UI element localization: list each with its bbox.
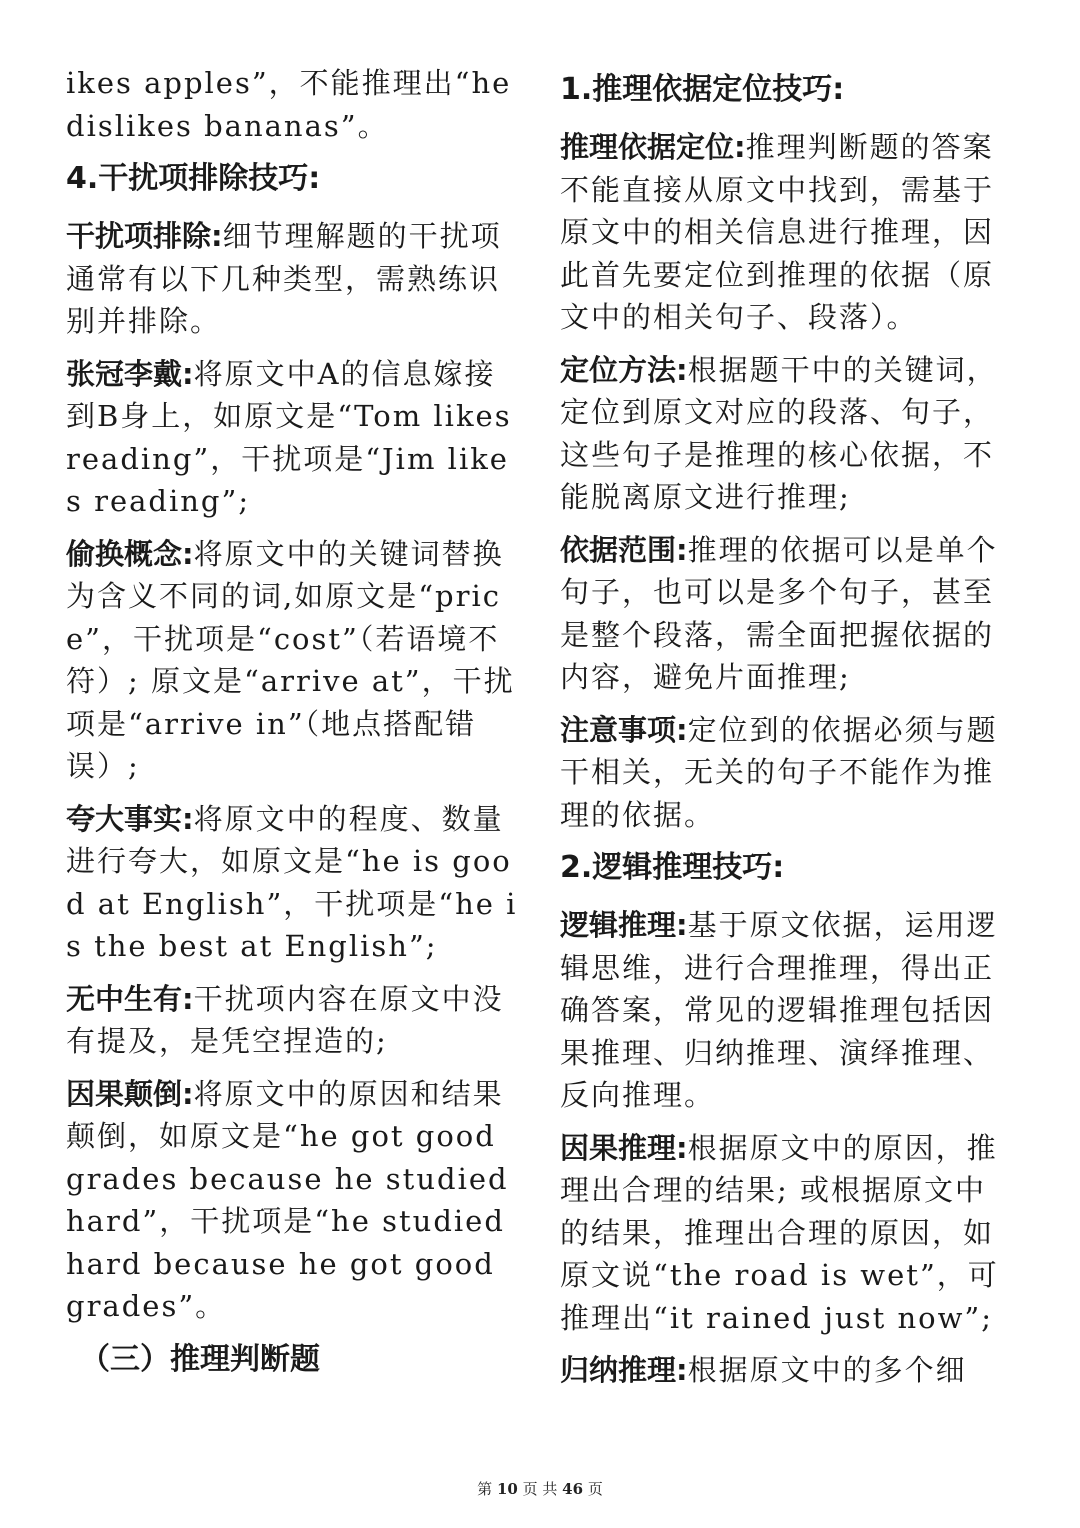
footer-middle: 页 共 (522, 1480, 558, 1498)
left-column (66, 62, 524, 1396)
term-label: 注意事项: (560, 712, 688, 747)
term-label: 无中生有: (66, 981, 194, 1016)
right-column (560, 62, 1015, 1402)
term-label: 推理依据定位: (560, 130, 746, 164)
term-label: 干扰项排除: (66, 219, 223, 253)
term-text: 干扰项内容在原文中没有提及，是凭空捏造的; (66, 981, 504, 1058)
list-item (560, 1127, 1015, 1340)
term-label: 夸大事实: (66, 801, 194, 836)
term-text: 根据题干中的关键词，定位到原文对应的段落、句子，这些句子是推理的核心依据，不能脱离原文进行推理; (560, 352, 998, 514)
term-label: 依据范围: (560, 532, 688, 567)
list-item (560, 904, 1015, 1117)
term-label: 因果推理: (560, 1130, 688, 1165)
term-label: 逻辑推理: (560, 908, 688, 942)
term-label: 定位方法: (560, 352, 688, 387)
term-text: 基于原文依据，运用逻辑思维，进行合理推理，得出正确答案，常见的逻辑推理包括因果推理、归纳推理、演绎推理、反向推理。 (560, 908, 998, 1112)
section-heading: （三）推理判断题 (80, 1341, 320, 1377)
heading-1: 1.推理依据定位技巧: (560, 72, 845, 107)
list-item (66, 978, 524, 1063)
term-label: 张冠李戴: (66, 356, 194, 391)
term-text: 根据原文中的多个细 (687, 1353, 967, 1387)
intro-text: ikes apples”，不能推理出“he dislikes bananas”。 (66, 66, 512, 143)
total-pages: 46 (562, 1480, 584, 1498)
list-item (560, 1349, 1015, 1392)
term-text: 根据原文中的原因，推理出合理的结果; 或根据原文中的结果，推理出合理的原因，如原文说“the road is wet”，可推理出“it rained just now”; (560, 1130, 999, 1335)
list-item (560, 126, 1015, 339)
list-item (66, 215, 524, 343)
heading-2: 2.逻辑推理技巧: (560, 850, 785, 885)
footer-prefix: 第 (477, 1480, 493, 1498)
term-text: 将原文中A的信息嫁接到B身上，如原文是“Tom likes reading”，干扰项是“Jim likes reading”; (66, 356, 512, 518)
list-item (560, 529, 1015, 699)
term-text: 将原文中的关键词替换为含义不同的词,如原文是“price”，干扰项是“cost”（若语境不符）; 原文是“arrive at”，干扰项是“arrive in”（地点搭配错误）; (66, 536, 515, 783)
list-item (66, 533, 524, 788)
term-text: 定位到的依据必须与题干相关，无关的句子不能作为推理的依据。 (560, 712, 998, 832)
heading-4: 4.干扰项排除技巧: (66, 161, 321, 196)
page-number: 10 (496, 1480, 518, 1498)
term-text: 将原文中的原因和结果颠倒，如原文是“he got good grades because he studied hard”，干扰项是“he studied hard because he got good grades”。 (66, 1076, 509, 1323)
term-text: 细节理解题的干扰项通常有以下几种类型，需熟练识别并排除。 (66, 219, 502, 338)
list-item (66, 353, 524, 523)
term-label: 因果颠倒: (66, 1076, 194, 1111)
list-item (66, 798, 524, 968)
term-text: 推理的依据可以是单个句子，也可以是多个句子，甚至是整个段落，需全面把握依据的内容，避免片面推理; (560, 532, 998, 694)
term-label: 偷换概念: (66, 536, 194, 571)
term-text: 将原文中的程度、数量进行夸大，如原文是“he is good at English”，干扰项是“he is the best at English”; (66, 801, 518, 963)
page-footer (0, 1478, 1080, 1499)
list-item (560, 709, 1015, 837)
term-text: 推理判断题的答案不能直接从原文中找到，需基于原文中的相关信息进行推理，因此首先要定位到推理的依据（原文中的相关句子、段落）。 (560, 130, 995, 334)
term-label: 归纳推理: (560, 1353, 688, 1387)
list-item (66, 1073, 524, 1328)
list-item (560, 349, 1015, 519)
footer-suffix: 页 (587, 1480, 603, 1498)
